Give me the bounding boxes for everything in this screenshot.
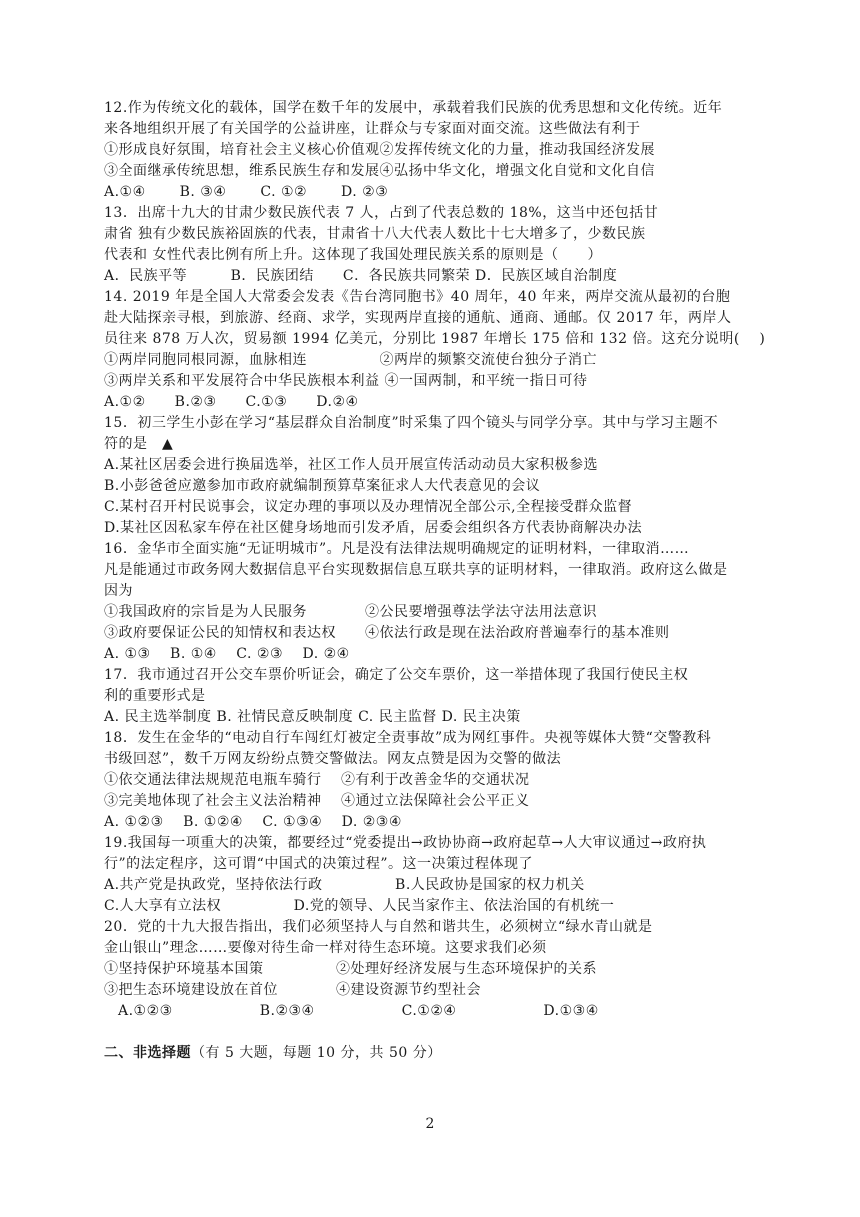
question-19-line-1: 19.我国每一项重大的决策，都要经过“党委提出→政协协商→政府起草→人大审议通过→政府执 — [104, 835, 707, 851]
question-15-option-a: A.某社区居委会进行换届选举，社区工作人员开展宣传活动动员大家积极参选 — [104, 457, 599, 473]
question-list — [104, 98, 764, 1064]
question-20-statement-2: ③把生态环境建设放在首位 ④建设资源节约型社会 — [104, 982, 481, 998]
question-20-line-2: 金山银山”理念……要像对待生命一样对待生态环境。这要求我们必须 — [104, 940, 547, 956]
question-13-line-2: 肃省 独有少数民族裕固族的代表，甘肃省十八大代表人数比十七大增多了，少数民族 — [104, 226, 646, 242]
question-14-line-1: 14. 2019 年是全国人大常委会发表《告台湾同胞书》40 周年，40 年来，两岸交流从最初的台胞 — [104, 289, 731, 305]
question-18-line-2: 书级回怼”，数千万网友纷纷点赞交警做法。网友点赞是因为交警的做法 — [104, 751, 562, 767]
question-20-statement-1: ①坚持保护环境基本国策 ②处理好经济发展与生态环境保护的关系 — [104, 961, 597, 977]
section-title: 二、非选择题 — [104, 1045, 191, 1061]
question-20-line-1: 20．党的十九大报告指出，我们必须坚持人与自然和谐共生，必须树立“绿水青山就是 — [104, 919, 653, 935]
question-12-statement-1: ①形成良好氛围，培育社会主义核心价值观②发挥传统文化的力量，推动我国经济发展 — [104, 142, 655, 158]
question-18-line-1: 18．发生在金华的“电动自行车闯红灯被定全责事故”成为网红事件。央视等媒体大赞“交警教科 — [104, 730, 712, 746]
question-20-options: A.①②③ B.②③④ C.①②④ D.①③④ — [118, 1003, 599, 1019]
question-16-line-1: 16．金华市全面实施“无证明城市”。凡是没有法律法规明确规定的证明材料，一律取消…… — [104, 541, 690, 557]
question-16-line-3: 因为 — [104, 583, 133, 599]
question-15-line-1: 15．初三学生小彭在学习“基层群众自治制度”时采集了四个镜头与同学分享。其中与学习主题不 — [104, 415, 719, 431]
question-15-option-d: D.某社区因私家车停在社区健身场地而引发矛盾，居委会组织各方代表协商解决办法 — [104, 520, 643, 536]
question-13-line-3: 代表和 女性代表比例有所上升。这体现了我国处理民族关系的原则是（ ） — [104, 247, 602, 263]
question-17-options: A. 民主选举制度 B. 社情民意反映制度 C. 民主监督 D. 民主决策 — [104, 709, 521, 725]
question-15-option-c: C.某村召开村民说事会，议定办理的事项以及办理情况全部公示,全程接受群众监督 — [104, 499, 633, 515]
question-14-statement-2: ③两岸关系和平发展符合中华民族根本利益 ④一国两制，和平统一指日可待 — [104, 373, 588, 389]
question-15-option-b: B.小彭爸爸应邀参加市政府就编制预算草案征求人大代表意见的会议 — [104, 478, 541, 494]
section-heading — [104, 1043, 764, 1064]
question-15-line-2: 符的是 ▲ — [104, 436, 174, 452]
question-14-options: A.①② B.②③ C.①③ D.②④ — [104, 394, 359, 410]
question-18-options: A. ①②③ B. ①②④ C. ①③④ D. ②③④ — [104, 814, 402, 830]
question-14-statement-1: ①两岸同胞同根同源，血脉相连 ②两岸的频繁交流使台独分子消亡 — [104, 352, 597, 368]
question-18-statement-2: ③完美地体现了社会主义法治精神 ④通过立法保障社会公平正义 — [104, 793, 530, 809]
question-18-statement-1: ①依交通法律法规规范电瓶车骑行 ②有利于改善金华的交通状况 — [104, 772, 530, 788]
question-19-options-cd: C.人大享有立法权 D.党的领导、人民当家作主、依法治国的有机统一 — [104, 898, 615, 914]
question-19-options-ab: A.共产党是执政党，坚持依法行政 B.人民政协是国家的权力机关 — [104, 877, 585, 893]
section-note: （有 5 大题，每题 10 分，共 50 分） — [191, 1045, 442, 1061]
question-12-options: A.①④ B. ③④ C. ①② D. ②③ — [104, 184, 389, 200]
question-17-line-2: 利的重要形式是 — [104, 688, 206, 704]
question-12-line-1: 12.作为传统文化的载体，国学在数千年的发展中，承载着我们民族的优秀思想和文化传统。近年 — [104, 100, 723, 116]
question-14-line-2: 赴大陆探亲寻根，到旅游、经商、求学，实现两岸直接的通航、通商、通邮。仅 2017 年，两岸人 — [104, 310, 732, 326]
question-13-options: A．民族平等 B．民族团结 C．各民族共同繁荣 D．民族区域自治制度 — [104, 268, 618, 284]
question-13-line-1: 13．出席十九大的甘肃少数民族代表 7 人，占到了代表总数的 18%，这当中还包括甘 — [104, 205, 659, 221]
question-16-statement-2: ③政府要保证公民的知情权和表达权 ④依法行政是现在法治政府普遍奉行的基本准则 — [104, 625, 670, 641]
question-16-line-2: 凡是能通过市政务网大数据信息平台实现数据信息互联共享的证明材料，一律取消。政府这么做是 — [104, 562, 728, 578]
question-16-options: A. ①③ B. ①④ C. ②③ D. ②④ — [104, 646, 350, 662]
question-16-statement-1: ①我国政府的宗旨是为人民服务 ②公民要增强尊法学法守法用法意识 — [104, 604, 597, 620]
question-19-line-2: 行”的法定程序，这可谓“中国式的决策过程”。这一决策过程体现了 — [104, 856, 533, 872]
question-12-line-2: 来各地组织开展了有关国学的公益讲座，让群众与专家面对面交流。这些做法有利于 — [104, 121, 641, 137]
question-14-line-3: 员往来 878 万人次，贸易额 1994 亿美元，分别比 1987 年增长 175 倍和 132 倍。这充分说明( ) — [104, 331, 766, 347]
question-17-line-1: 17．我市通过召开公交车票价听证会，确定了公交车票价，这一举措体现了我国行使民主权 — [104, 667, 689, 683]
question-12-statement-2: ③全面继承传统思想，维系民族生存和发展④弘扬中华文化，增强文化自觉和文化自信 — [104, 163, 655, 179]
page-number: 2 — [425, 1116, 435, 1132]
